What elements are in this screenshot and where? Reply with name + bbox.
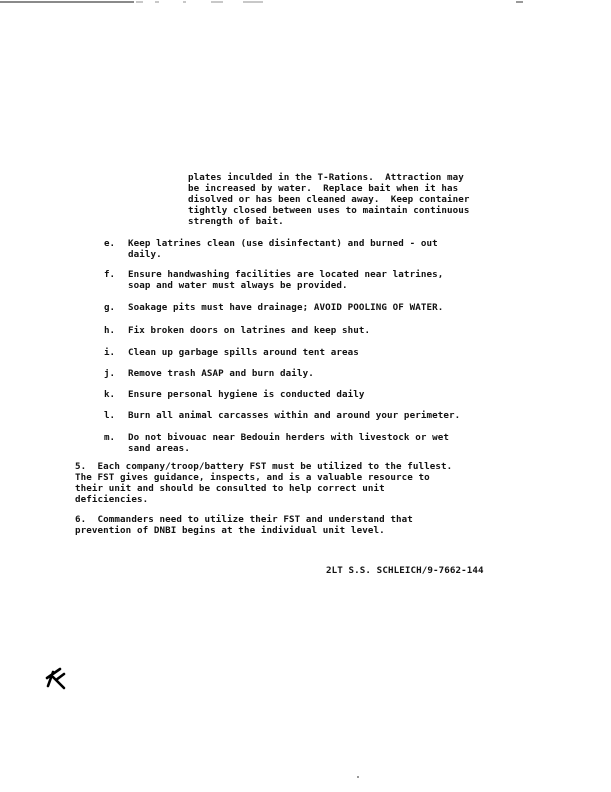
item-text: Remove trash ASAP and burn daily. [128,368,314,379]
paragraph-5-line: 5. Each company/troop/battery FST must be utilized to the fullest. [75,461,453,472]
item-label: m. [104,432,116,443]
scan-speck [357,776,359,778]
item-text: Fix broken doors on latrines and keep shut. [128,325,371,336]
handwritten-initial-icon [44,664,70,690]
item-text: soap and water must always be provided. [128,280,348,291]
paragraph-5-line: The FST gives guidance, inspects, and is a valuable resource to [75,472,430,483]
item-label: f. [104,269,116,280]
item-text: Keep latrines clean (use disinfectant) and burned - out [128,238,438,249]
item-label: k. [104,389,116,400]
item-text: Burn all animal carcasses within and around your perimeter. [128,410,461,421]
scan-edge-fragment [183,1,186,3]
continuation-line: strength of bait. [188,216,284,227]
scan-edge-fragment [243,1,263,3]
item-text: Do not bivouac near Bedouin herders with livestock or wet [128,432,449,443]
paragraph-6-line: 6. Commanders need to utilize their FST and understand that [75,514,413,525]
continuation-line: disolved or has been cleaned away. Keep container [188,194,470,205]
item-label: l. [104,410,116,421]
continuation-line: tightly closed between uses to maintain continuous [188,205,470,216]
scan-edge-fragment [136,1,143,3]
paragraph-5-line: deficiencies. [75,494,149,505]
item-text: sand areas. [128,443,190,454]
item-label: g. [104,302,116,313]
item-text: Soakage pits must have drainage; AVOID POOLING OF WATER. [128,302,444,313]
signature-line: 2LT S.S. SCHLEICH/9-7662-144 [326,565,484,576]
scan-edge-line [0,1,134,3]
item-label: i. [104,347,116,358]
item-text: Ensure handwashing facilities are located near latrines, [128,269,444,280]
scan-edge-fragment [155,1,159,3]
item-text: Ensure personal hygiene is conducted daily [128,389,365,400]
continuation-line: be increased by water. Replace bait when it has [188,183,459,194]
continuation-line: plates inculded in the T-Rations. Attraction may [188,172,464,183]
scan-edge-line-right [516,1,523,3]
item-text: daily. [128,249,162,260]
item-label: j. [104,368,116,379]
scan-edge-fragment [211,1,223,3]
item-label: h. [104,325,116,336]
paragraph-5-line: their unit and should be consulted to help correct unit [75,483,385,494]
item-label: e. [104,238,116,249]
item-text: Clean up garbage spills around tent areas [128,347,359,358]
paragraph-6-line: prevention of DNBI begins at the individual unit level. [75,525,385,536]
